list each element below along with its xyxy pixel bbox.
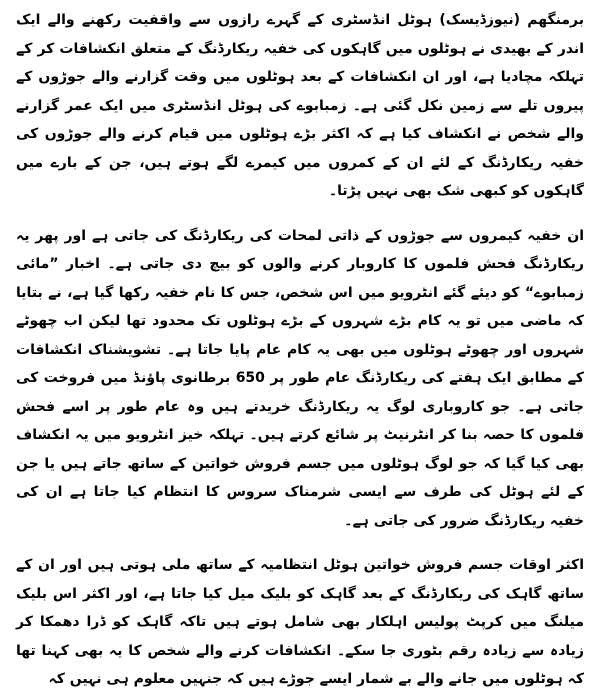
article-paragraph-2: ان خفیہ کیمروں سے جوڑوں کے ذاتی لمحات کی ریکارڈنگ کی جاتی ہے اور پھر یہ ریکارڈنگ فحش فلموں کا کاروبار کرنے والوں کو بیچ دی جاتی ہے۔ اخبار ”مائی زمبابوے“ کو دیئے گئے انٹرویو میں اس شخص، جس کا نام خفیہ رکھا گیا ہے، نے بتایا کہ ماضی میں تو یہ کام بڑے شہروں کے بڑے ہوٹلوں تک محدود تھا لیکن اب چھوٹے شہروں اور چھوٹے ہوٹلوں میں بھی یہ کام عام پایا جاتا ہے۔ تشویشناک انکشافات کے مطابق ایک ہفتے کی ریکارڈنگ عام طور پر 650 برطانوی پاﺅنڈ میں فروخت کی جاتی ہے۔ جو کاروباری لوگ یہ ریکارڈنگ خریدتے ہیں وہ عام طور پر اسے فحش فلموں کا حصہ بنا کر انٹرنیٹ پر شائع کرتے ہیں۔ تہلکہ خیز انٹرویو میں یہ انکشاف بھی کیا گیا کہ جو لوگ ہوٹلوں میں جسم فروش خواتین کے ساتھ جاتے ہیں یا جن کے لئے ہوٹل کی طرف سے ایسی شرمناک سروس کا انتظام کیا جاتا ہے ان کی خفیہ ریکارڈنگ ضرور کی جاتی ہے۔	[16, 227, 584, 529]
article-paragraph-1: برمنگھم (نیوزڈیسک) ہوٹل انڈسٹری کے گہرے رازوں سے واقفیت رکھنے والے ایک اندر کے بھیدی نے ہوٹلوں میں گاہکوں کی خفیہ ریکارڈنگ کے متعلق انکشافات کر کے تہلکہ مچادیا ہے، اور ان انکشافات کے بعد ہوٹلوں میں وقت گزارنے والے جوڑوں کے پیروں تلے سے زمین نکل گئی ہے۔ زمبابوے کی ہوٹل انڈسٹری میں ایک عمر گزارنے والے شخص نے انکشاف کیا ہے کہ اکثر بڑے ہوٹلوں میں قیام کرنے والے جوڑوں کی خفیہ ریکارڈنگ کے لئے ان کے کمروں میں کیمرے لگے ہوتے ہیں، جن کے بارے میں گاہکوں کو کبھی شک بھی نہیں پڑتا۔	[16, 12, 584, 199]
article-paragraph-3: اکثر اوقات جسم فروش خواتین ہوٹل انتظامیہ کے ساتھ ملی ہوتی ہیں اور ان کے ساتھ گاہک کی ریکارڈنگ کے بعد گاہک کو بلیک میل کیا جاتا ہے، اور اکثر اس بلیک میلنگ میں کرپٹ پولیس اہلکار بھی شامل ہوتے ہیں تاکہ گاہک کو ڈرا دھمکا کر زیادہ سے زیادہ رقم بٹوری جا سکے۔ انکشافات کرنے والے شخص کا یہ بھی کہنا تھا کہ ہوٹلوں میں جانے والے بے شمار ایسے جوڑے ہیں کہ جنہیں معلوم ہی نہیں کہ	[16, 557, 584, 687]
